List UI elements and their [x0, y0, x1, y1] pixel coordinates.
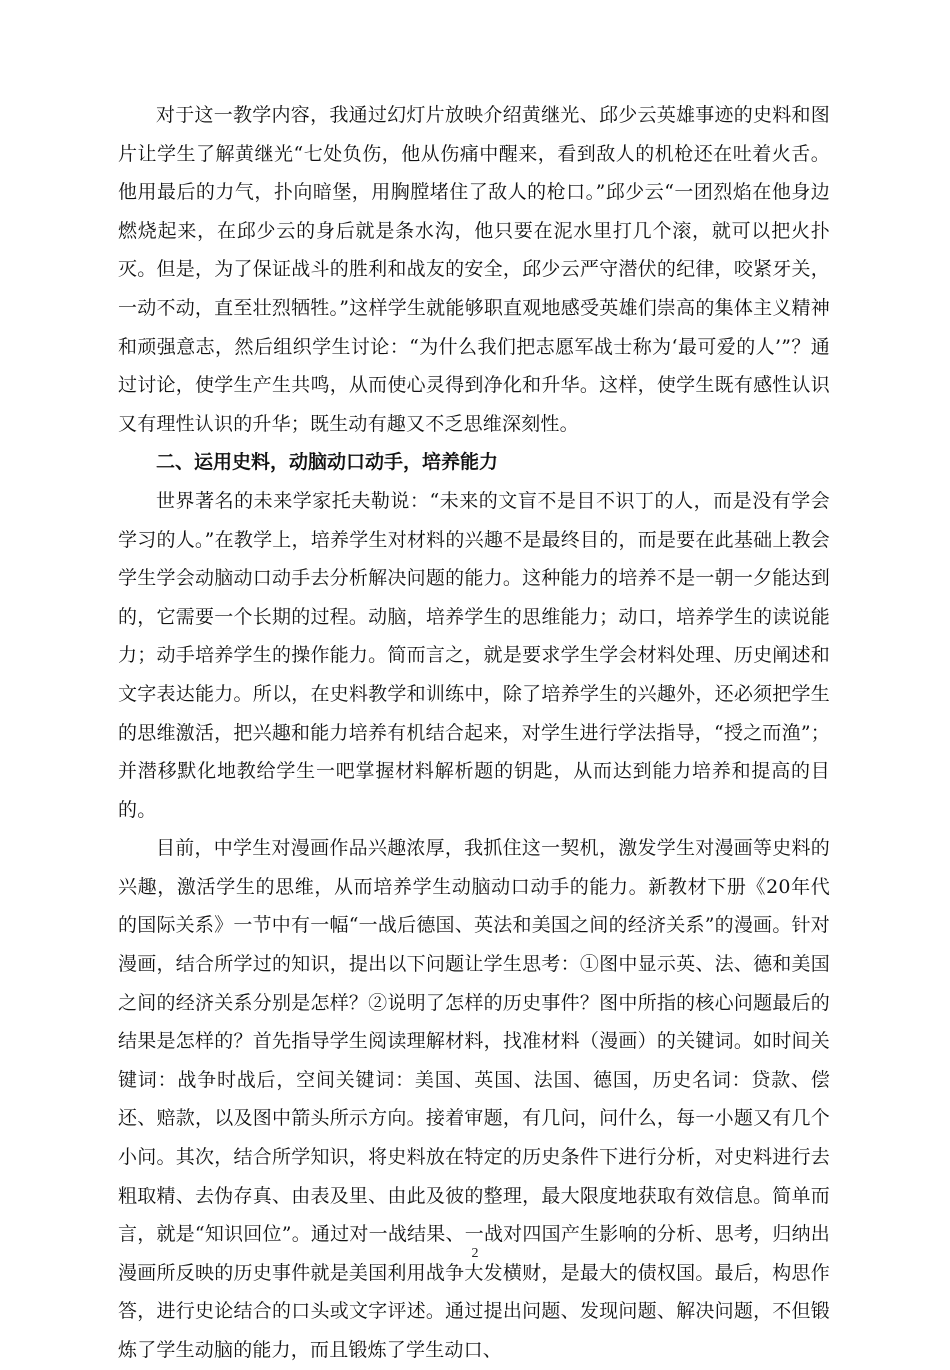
document-body [118, 96, 830, 1370]
paragraph-hero-stories: 对于这一教学内容，我通过幻灯片放映介绍黄继光、邱少云英雄事迹的史料和图片让学生了解黄继光“七处负伤，他从伤痛中醒来，看到敌人的机枪还在吐着火舌。他用最后的力气，扑向暗堡，用胸膛堵住了敌人的枪口。”邱少云“一团烈焰在他身边燃烧起来，在邱少云的身后就是条水沟，他只要在泥水里打几个滚，就可以把火扑灭。但是，为了保证战斗的胜利和战友的安全，邱少云严守潜伏的纪律，咬紧牙关，一动不动，直至壮烈牺牲。”这样学生就能够职直观地感受英雄们崇高的集体主义精神和顽强意志，然后组织学生讨论：“为什么我们把志愿军战士称为‘最可爱的人’”？通过讨论，使学生产生共鸣，从而使心灵得到净化和升华。这样，使学生既有感性认识又有理性认识的升华；既生动有趣又不乏思维深刻性。 [118, 104, 830, 435]
page-number: 2 [471, 1246, 479, 1261]
section-heading: 二、运用史料，动脑动口动手，培养能力 [156, 451, 499, 474]
paragraph-toffler-quote: 世界著名的未来学家托夫勒说：“未来的文盲不是目不识丁的人，而是没有学会学习的人。”在教学上，培养学生对材料的兴趣不是最终目的，而是要在此基础上教会学生学会动脑动口动手去分析解决问题的能力。这种能力的培养不是一朝一夕能达到的，它需要一个长期的过程。动脑，培养学生的思维能力；动口，培养学生的读说能力；动手培养学生的操作能力。简而言之，就是要求学生学会材料处理、历史阐述和文字表达能力。所以，在史料教学和训练中，除了培养学生的兴趣外，还必须把学生的思维激活，把兴趣和能力培养有机结合起来，对学生进行学法指导，“授之而渔”；并潜移默化地教给学生一吧掌握材料解析题的钥匙，从而达到能力培养和提高的目的。 [118, 489, 830, 821]
paragraph-comic-analysis: 目前，中学生对漫画作品兴趣浓厚，我抓住这一契机，激发学生对漫画等史料的兴趣，激活学生的思维，从而培养学生动脑动口动手的能力。新教材下册《20年代的国际关系》一节中有一幅“一战后德国、英法和美国之间的经济关系”的漫画。针对漫画，结合所学过的知识，提出以下问题让学生思考：①图中显示英、法、德和美国之间的经济关系分别是怎样？②说明了怎样的历史事件？图中所指的核心问题最后的结果是怎样的？首先指导学生阅读理解材料，找准材料（漫画）的关键词。如时间关键词：战争时战后，空间关键词：美国、英国、法国、德国，历史名词：贷款、偿还、赔款，以及图中箭头所示方向。接着审题，有几问，问什么，每一小题又有几个小问。其次，结合所学知识，将史料放在特定的历史条件下进行分析，对史料进行去粗取精、去伪存真、由表及里、由此及彼的整理，最大限度地获取有效信息。简单而言，就是“知识回位”。通过对一战结果、一战对四国产生影响的分析、思考，归纳出漫画所反映的历史事件就是美国利用战争大发横财，是最大的债权国。最后，构思作答，进行史论结合的口头或文字评述。通过提出问题、发现问题、解决问题，不但锻炼了学生动脑的能力，而且锻炼了学生动口、 [118, 837, 830, 1361]
